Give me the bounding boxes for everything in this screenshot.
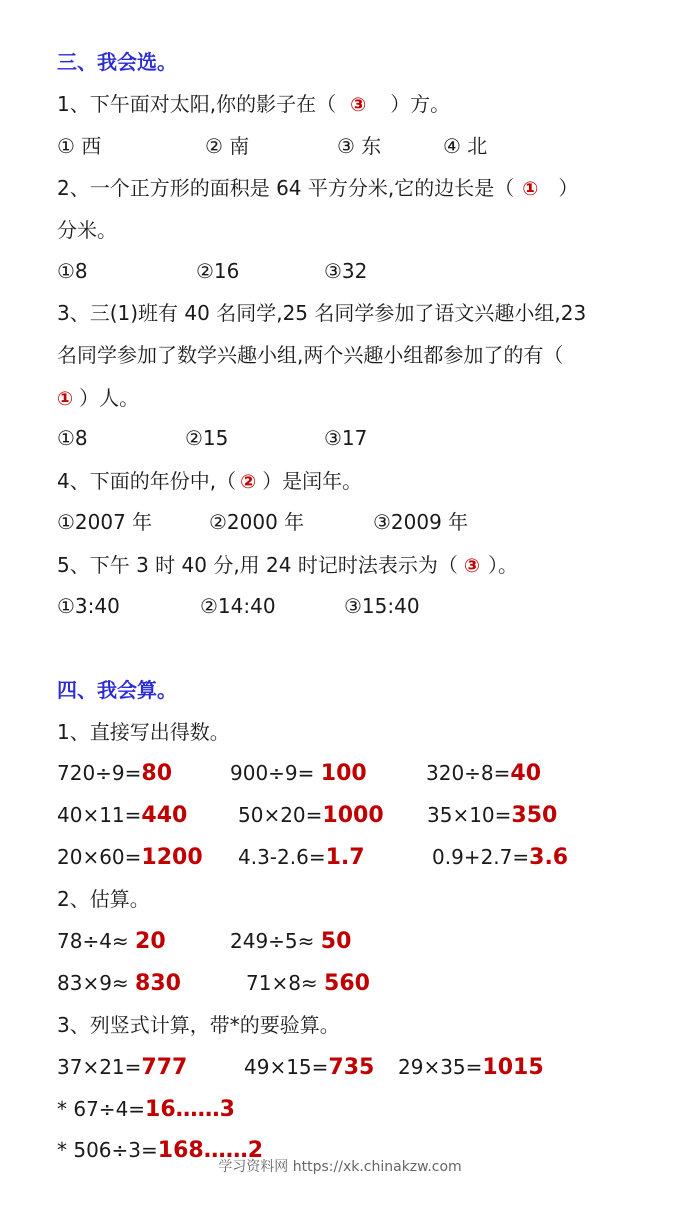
calc-answer: 1200 xyxy=(141,845,203,870)
calc-answer: 100 xyxy=(320,761,367,786)
calc-answer: 350 xyxy=(511,803,558,828)
question-tail: ）。 xyxy=(487,553,518,577)
calc-answer: 20 xyxy=(135,929,166,954)
option: ③32 xyxy=(324,259,368,283)
option: ① 西 xyxy=(57,134,102,158)
calc-question: 83×9≈ xyxy=(57,971,136,995)
section3-heading: 三、我会选。 xyxy=(57,50,177,74)
estimate-item xyxy=(57,927,166,956)
calc-question: 320÷8= xyxy=(426,761,511,785)
footer-watermark: 学习资料网 https://xk.chinakzw.com xyxy=(218,1159,462,1175)
question-3-line1: 3、三(1)班有 40 名同学,25 名同学参加了语文兴趣小组,23 xyxy=(57,301,587,325)
vertical-calc-item xyxy=(244,1053,374,1082)
question-3-line2: 名同学参加了数学兴趣小组,两个兴趣小组都参加了的有（ xyxy=(57,343,564,367)
answer-choice: ② xyxy=(240,471,257,493)
question-text: 4、下面的年份中,（ xyxy=(57,469,237,493)
option: ①8 xyxy=(57,426,88,450)
calc-answer: 1.7 xyxy=(325,845,365,870)
calc-item xyxy=(238,843,365,872)
option: ②16 xyxy=(196,259,240,283)
option: ④ 北 xyxy=(443,134,488,158)
calc-answer: 440 xyxy=(141,803,188,828)
calc-question: 249÷5≈ xyxy=(230,929,321,953)
answer-choice: ③ xyxy=(350,94,367,116)
calc-question: * 67÷4= xyxy=(57,1097,146,1121)
calc-item xyxy=(238,801,384,830)
calc-answer: 1000 xyxy=(322,803,384,828)
calc-item xyxy=(426,759,541,788)
question-3-answer-line xyxy=(57,384,139,412)
calc-item xyxy=(427,801,557,830)
calc-question: 37×21= xyxy=(57,1055,142,1079)
option: ③ 东 xyxy=(337,134,382,158)
option: ①3:40 xyxy=(57,594,120,618)
calc-answer: 40 xyxy=(510,761,542,786)
vertical-calc-item xyxy=(57,1095,235,1124)
calc-item xyxy=(57,801,187,830)
question-text: 1、下午面对太阳,你的影子在（ xyxy=(57,92,337,116)
calc-question: 0.9+2.7= xyxy=(432,845,530,869)
option: ②14:40 xyxy=(200,594,276,618)
section4-heading: 四、我会算。 xyxy=(57,678,177,702)
question-tail: ）人。 xyxy=(79,386,140,410)
question-tail: ）方。 xyxy=(390,92,451,116)
option: ③17 xyxy=(324,426,368,450)
calc-answer: 3.6 xyxy=(529,845,569,870)
question-2 xyxy=(57,174,578,202)
calc-question: 50×20= xyxy=(238,803,323,827)
option: ①2007 年 xyxy=(57,510,153,534)
option: ②15 xyxy=(185,426,229,450)
option: ③15:40 xyxy=(344,594,420,618)
answer-choice: ① xyxy=(522,178,539,200)
calc-question: 4.3-2.6= xyxy=(238,845,326,869)
part3-title: 3、列竖式计算，带*的要验算。 xyxy=(57,1013,340,1037)
calc-question: 29×35= xyxy=(398,1055,483,1079)
vertical-calc-item xyxy=(398,1053,544,1082)
calc-question: 35×10= xyxy=(427,803,512,827)
calc-question: 20×60= xyxy=(57,845,142,869)
option: ② 南 xyxy=(205,134,250,158)
question-1 xyxy=(57,90,450,118)
question-text: 5、下午 3 时 40 分,用 24 时记时法表示为（ xyxy=(57,553,458,577)
part1-title: 1、直接写出得数。 xyxy=(57,720,230,744)
calc-answer: 168……2 xyxy=(157,1138,264,1163)
calc-answer: 735 xyxy=(328,1055,375,1080)
estimate-item xyxy=(246,969,370,998)
calc-answer: 50 xyxy=(320,929,352,954)
calc-answer: 830 xyxy=(135,971,181,996)
calc-answer: 16……3 xyxy=(145,1097,235,1122)
calc-item xyxy=(432,843,568,872)
question-tail: ）是闰年。 xyxy=(262,469,363,493)
calc-question: 900÷9= xyxy=(230,761,321,785)
calc-item xyxy=(57,843,203,872)
question-2-continuation: 分米。 xyxy=(57,218,117,242)
calc-answer: 80 xyxy=(141,761,173,786)
calc-item xyxy=(57,759,172,788)
vertical-calc-item xyxy=(57,1053,187,1082)
calc-question: 78÷4≈ xyxy=(57,929,136,953)
question-tail: ） xyxy=(558,176,579,200)
calc-answer: 777 xyxy=(141,1055,188,1080)
estimate-item xyxy=(230,927,351,956)
calc-question: 71×8≈ xyxy=(246,971,325,995)
question-4 xyxy=(57,467,362,495)
estimate-item xyxy=(57,969,181,998)
calc-answer: 560 xyxy=(324,971,370,996)
question-text: 2、一个正方形的面积是 64 平方分米,它的边长是（ xyxy=(57,176,515,200)
calc-item xyxy=(230,759,367,788)
calc-question: 720÷9= xyxy=(57,761,142,785)
answer-choice: ③ xyxy=(463,555,480,577)
option: ②2000 年 xyxy=(209,510,305,534)
calc-answer: 1015 xyxy=(482,1055,544,1080)
option: ①8 xyxy=(57,259,88,283)
calc-question: * 506÷3= xyxy=(57,1138,158,1162)
part2-title: 2、估算。 xyxy=(57,887,150,911)
option: ③2009 年 xyxy=(373,510,469,534)
question-5 xyxy=(57,551,518,579)
calc-question: 49×15= xyxy=(244,1055,329,1079)
calc-question: 40×11= xyxy=(57,803,142,827)
answer-choice: ① xyxy=(57,388,74,410)
